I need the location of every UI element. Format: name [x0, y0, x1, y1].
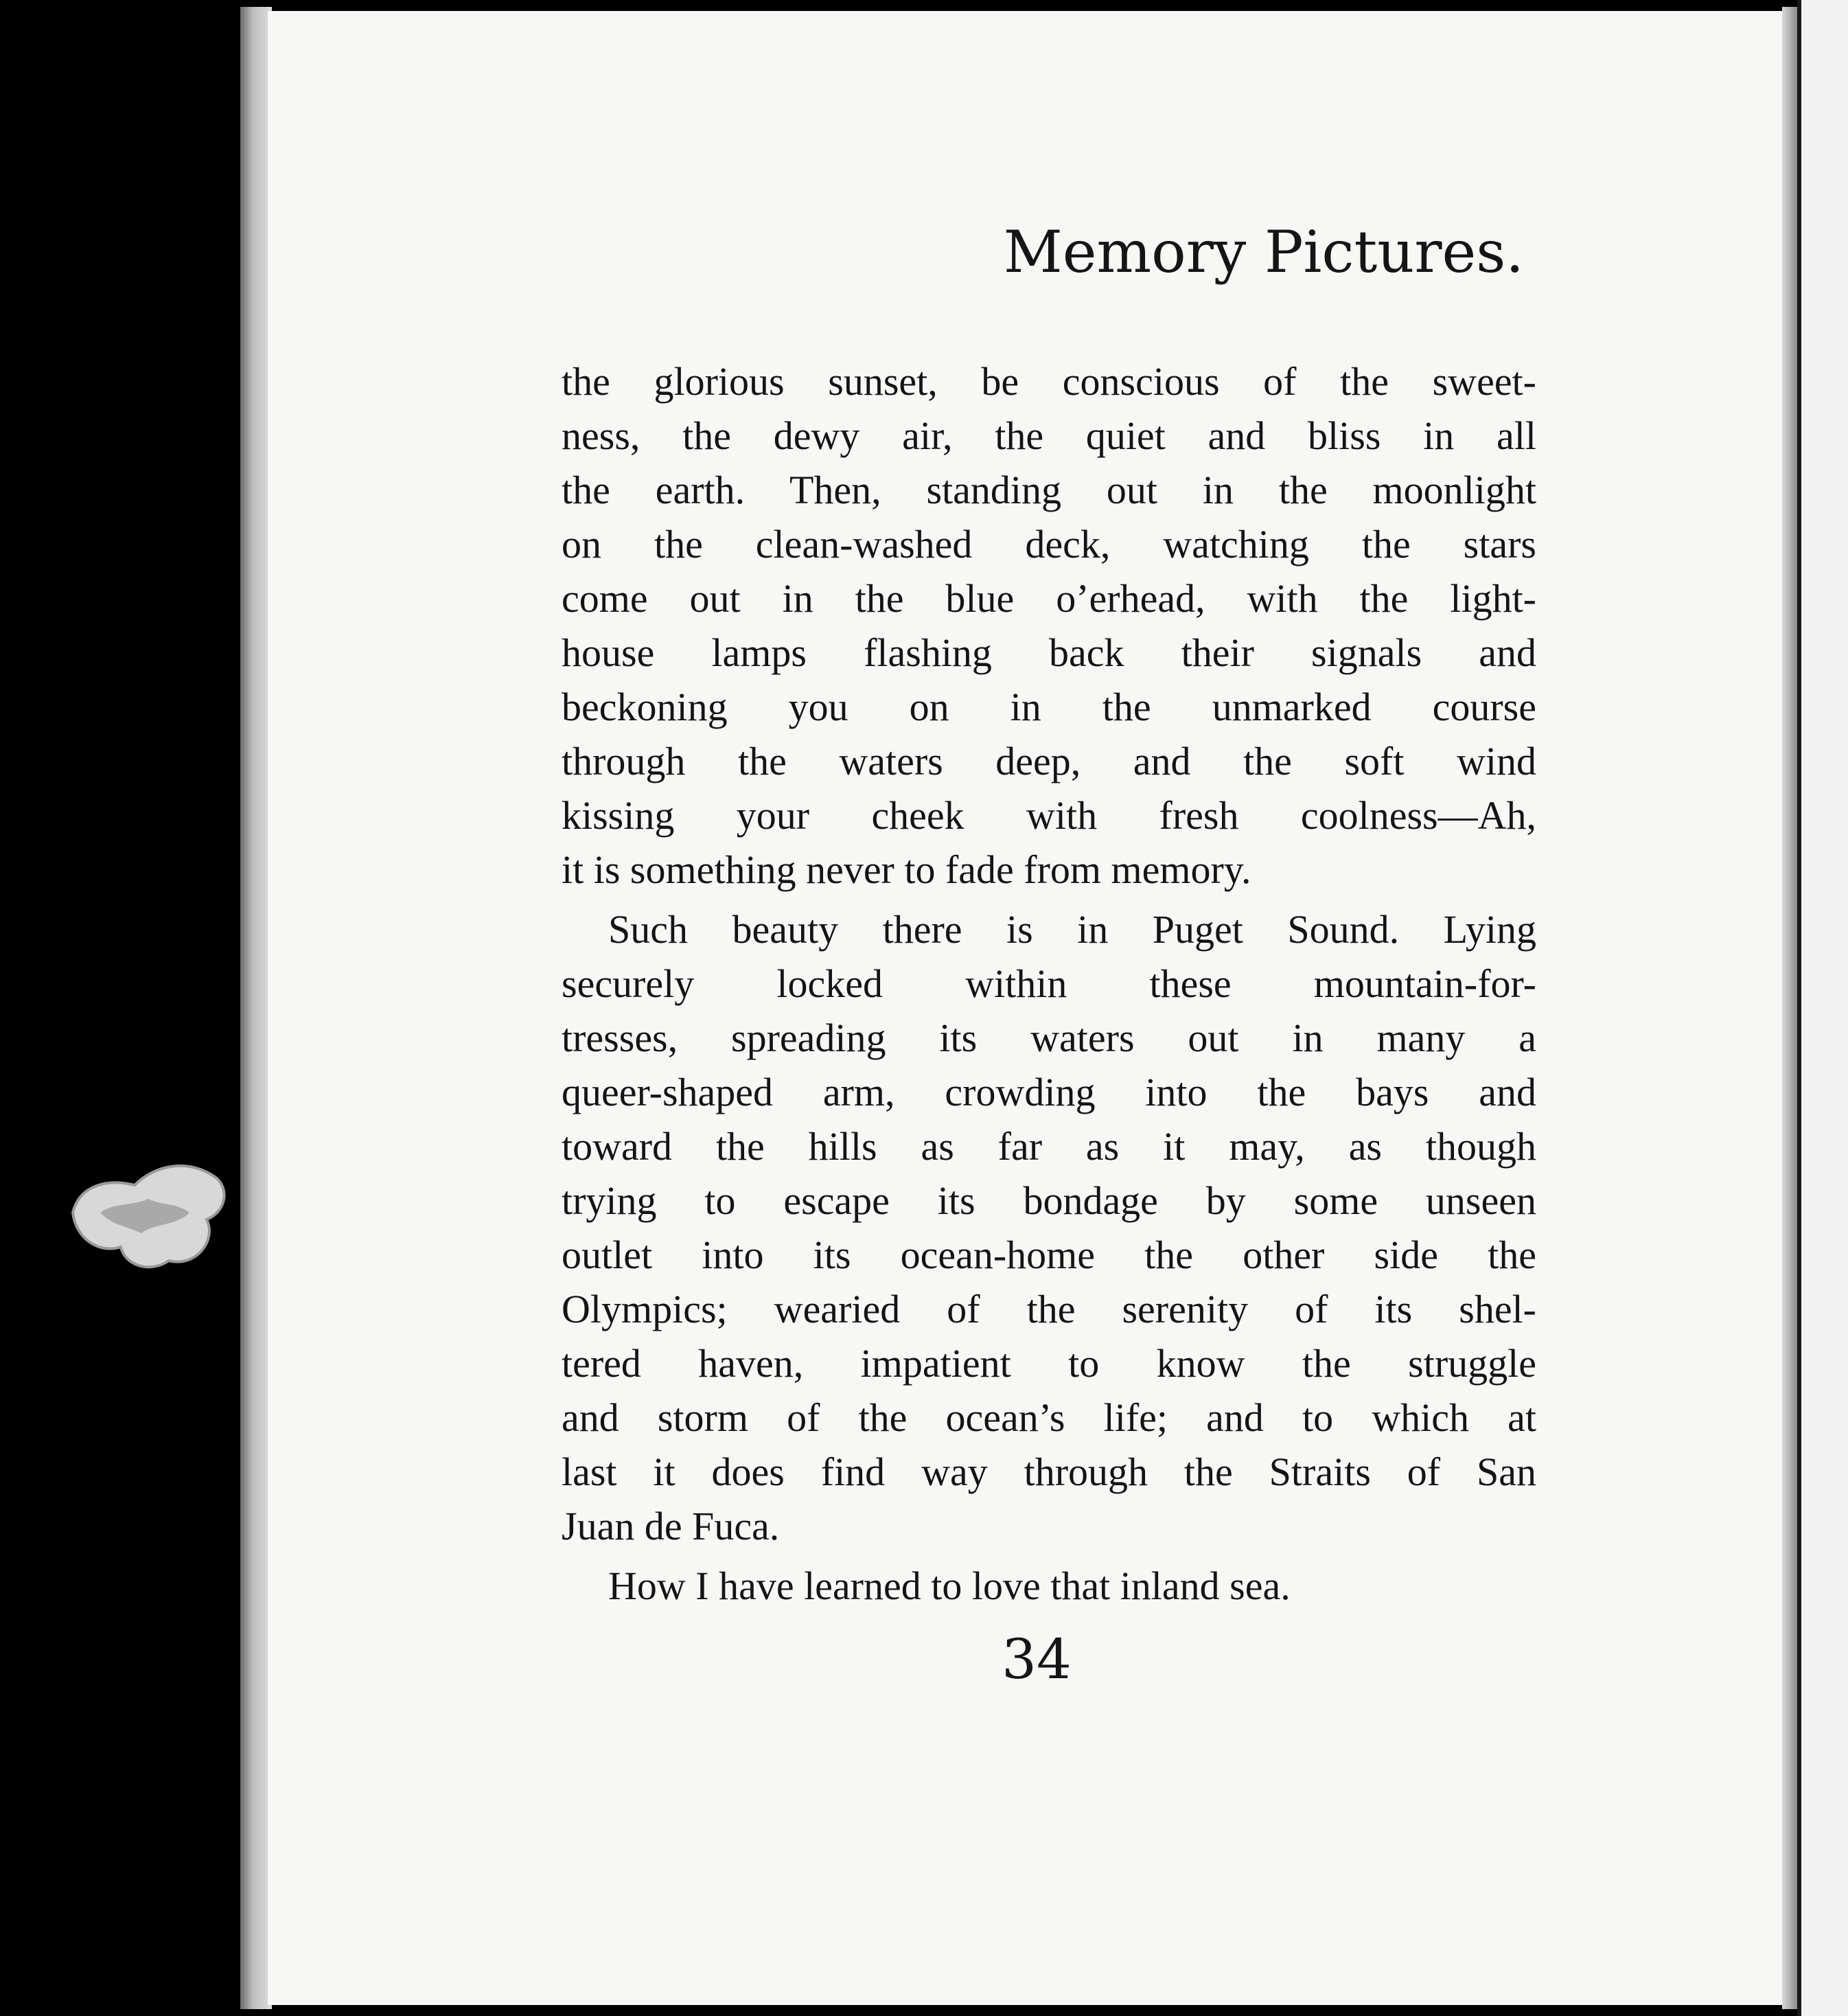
paper-fragment-debris [59, 1137, 238, 1281]
text-line: outlet into its ocean-home the other side the [562, 1233, 1536, 1277]
paragraph-gap [562, 1553, 1536, 1559]
text-line: the earth. Then, standing out in the moonlight [562, 468, 1536, 512]
running-head: Memory Pictures. [1003, 218, 1524, 286]
page-edge [1782, 7, 1797, 2009]
text-line: through the waters deep, and the soft wind [562, 739, 1536, 783]
text-line: How I have learned to love that inland sea. [608, 1563, 1291, 1608]
text-line: and storm of the ocean’s life; and to which at [562, 1395, 1536, 1440]
text-line: tered haven, impatient to know the struggle [562, 1341, 1536, 1386]
text-line: last it does find way through the Straits of San [562, 1450, 1536, 1494]
text-line: tresses, spreading its waters out in many a [562, 1016, 1536, 1060]
facing-page-edge [1797, 0, 1848, 2016]
text-line: on the clean-washed deck, watching the stars [562, 522, 1536, 566]
text-line: Juan de Fuca. [562, 1504, 780, 1548]
text-line: toward the hills as far as it may, as though [562, 1124, 1536, 1169]
text-line: queer-shaped arm, crowding into the bays and [562, 1070, 1536, 1114]
page-number: 34 [1002, 1627, 1072, 1691]
text-line: trying to escape its bondage by some unseen [562, 1178, 1536, 1223]
text-line: ness, the dewy air, the quiet and bliss in all [562, 413, 1536, 458]
paragraph-gap [562, 897, 1536, 902]
body-text [562, 354, 1536, 1613]
text-line: beckoning you on in the unmarked course [562, 685, 1536, 729]
text-line: house lamps flashing back their signals and [562, 630, 1536, 675]
text-line: the glorious sunset, be conscious of the sweet- [562, 359, 1536, 404]
text-line: come out in the blue o’erhead, with the light- [562, 576, 1536, 621]
text-line: kissing your cheek with fresh coolness—Ah, [562, 793, 1536, 838]
text-line: securely locked within these mountain-for- [562, 961, 1536, 1006]
text-line: it is something never to fade from memory. [562, 847, 1251, 892]
text-line: Such beauty there is in Puget Sound. Lying [608, 907, 1536, 952]
text-line: Olympics; wearied of the serenity of its shel- [562, 1287, 1536, 1331]
